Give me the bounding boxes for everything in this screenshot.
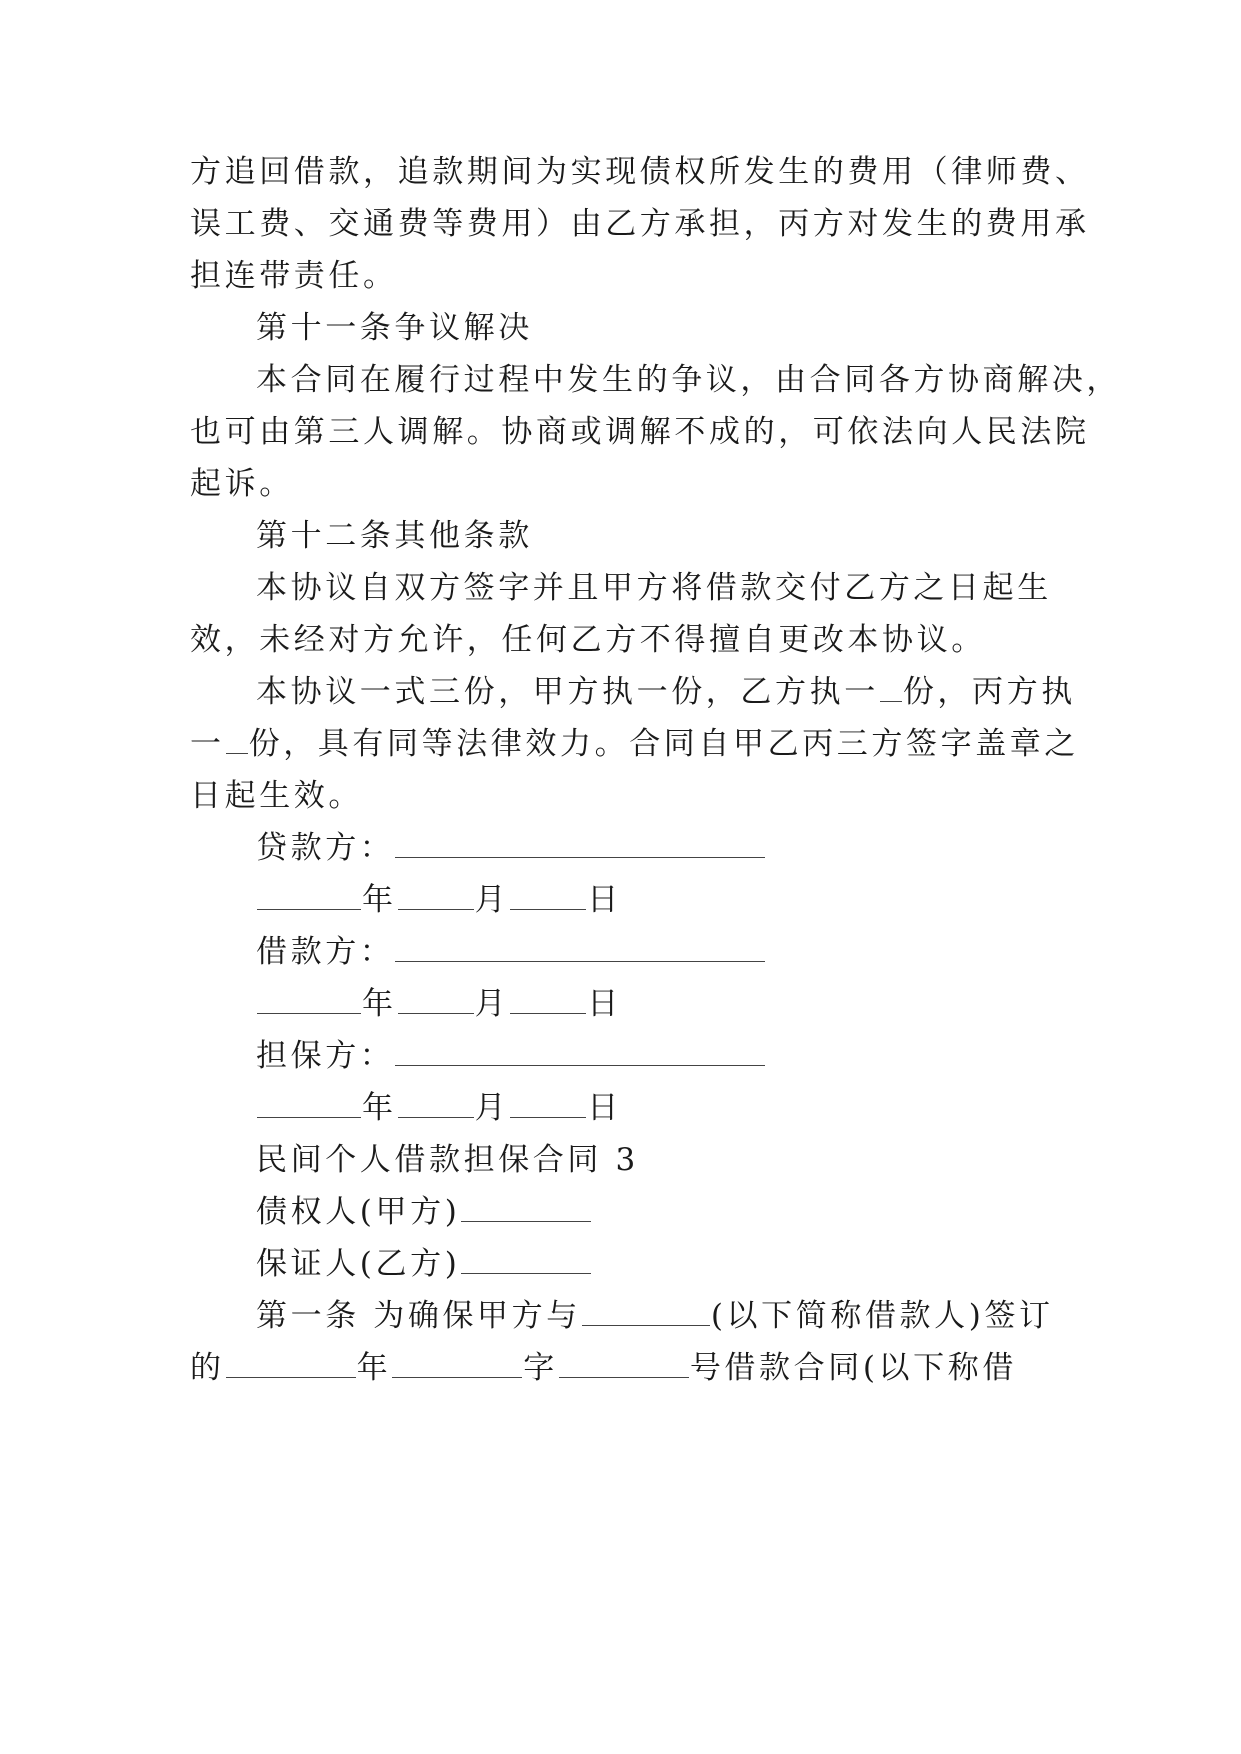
paragraph-line: 起诉。 bbox=[190, 466, 294, 502]
paragraph-line bbox=[256, 1296, 1136, 1336]
party-line-creditor bbox=[256, 1192, 1136, 1232]
signature-label: 担保方： bbox=[256, 1038, 395, 1074]
signature-label: 贷款方： bbox=[256, 830, 395, 866]
text-segment: 的 bbox=[190, 1350, 225, 1386]
day-label: 日 bbox=[587, 882, 622, 918]
date-line bbox=[256, 880, 1136, 920]
text-segment: (以下简称借款人)签订 bbox=[710, 1298, 1054, 1334]
paragraph-line: 担连带责任。 bbox=[190, 258, 398, 294]
blank-underline bbox=[392, 1353, 522, 1378]
signature-blank bbox=[395, 937, 765, 962]
day-label: 日 bbox=[587, 986, 622, 1022]
paragraph-line bbox=[190, 1348, 1070, 1388]
paragraph-line: 方追回借款，追款期间为实现债权所发生的费用（律师费、 bbox=[190, 154, 1090, 190]
signature-blank bbox=[395, 1041, 765, 1066]
blank-underline bbox=[559, 1353, 689, 1378]
text-segment: 份，具有同等法律效力。合同自甲乙丙三方签字盖章之 bbox=[248, 726, 1080, 762]
month-label: 月 bbox=[474, 882, 510, 918]
year-label: 年 bbox=[362, 1090, 397, 1126]
year-blank bbox=[257, 1093, 361, 1118]
party-label: 债权人(甲方) bbox=[256, 1194, 461, 1230]
year-blank bbox=[257, 885, 361, 910]
month-blank bbox=[398, 885, 474, 910]
year-blank bbox=[257, 989, 361, 1014]
party-line-guarantor bbox=[256, 1244, 1136, 1284]
text-segment: 年 bbox=[356, 1350, 392, 1386]
month-blank bbox=[398, 989, 474, 1014]
signature-line-borrower bbox=[256, 932, 1136, 972]
party-blank bbox=[461, 1197, 591, 1222]
signature-line-lender bbox=[256, 828, 1136, 868]
text-segment: 第一条 为确保甲方与 bbox=[256, 1298, 581, 1334]
year-label: 年 bbox=[362, 986, 397, 1022]
party-blank bbox=[461, 1249, 591, 1274]
paragraph-line: 误工费、交通费等费用）由乙方承担，丙方对发生的费用承 bbox=[190, 206, 1090, 242]
blank-underline bbox=[226, 1353, 356, 1378]
blank-underline bbox=[880, 677, 902, 702]
day-blank bbox=[510, 885, 586, 910]
month-blank bbox=[398, 1093, 474, 1118]
text-segment: 字 bbox=[523, 1350, 558, 1386]
month-label: 月 bbox=[474, 1090, 510, 1126]
paragraph-line: 日起生效。 bbox=[190, 778, 363, 814]
paragraph-line: 也可由第三人调解。协商或调解不成的，可依法向人民法院 bbox=[190, 414, 1090, 450]
article-heading: 第十二条其他条款 bbox=[256, 518, 533, 554]
paragraph-line: 本协议自双方签字并且甲方将借款交付乙方之日起生 bbox=[256, 570, 1052, 606]
day-blank bbox=[510, 1093, 586, 1118]
year-label: 年 bbox=[362, 882, 397, 918]
date-line bbox=[256, 1088, 1136, 1128]
party-label: 保证人(乙方) bbox=[256, 1246, 461, 1282]
article-heading: 第十一条争议解决 bbox=[256, 310, 533, 346]
text-segment: 一 bbox=[190, 726, 225, 762]
month-label: 月 bbox=[474, 986, 510, 1022]
section-title: 民间个人借款担保合同 3 bbox=[256, 1142, 639, 1178]
day-blank bbox=[510, 989, 586, 1014]
blank-underline bbox=[582, 1301, 710, 1326]
paragraph-line bbox=[256, 672, 1136, 712]
signature-blank bbox=[395, 833, 765, 858]
paragraph-line bbox=[190, 724, 1080, 764]
date-line bbox=[256, 984, 1136, 1024]
paragraph-line: 本合同在履行过程中发生的争议，由合同各方协商解决， bbox=[256, 362, 1121, 398]
text-segment: 份，丙方执 bbox=[902, 674, 1076, 710]
text-segment: 本协议一式三份，甲方执一份，乙方执一 bbox=[256, 674, 879, 710]
blank-underline bbox=[226, 729, 248, 754]
paragraph-line: 效，未经对方允许，任何乙方不得擅自更改本协议。 bbox=[190, 622, 986, 658]
day-label: 日 bbox=[587, 1090, 622, 1126]
signature-label: 借款方： bbox=[256, 934, 395, 970]
signature-line-guarantor bbox=[256, 1036, 1136, 1076]
text-segment: 号借款合同(以下称借 bbox=[689, 1350, 1017, 1386]
